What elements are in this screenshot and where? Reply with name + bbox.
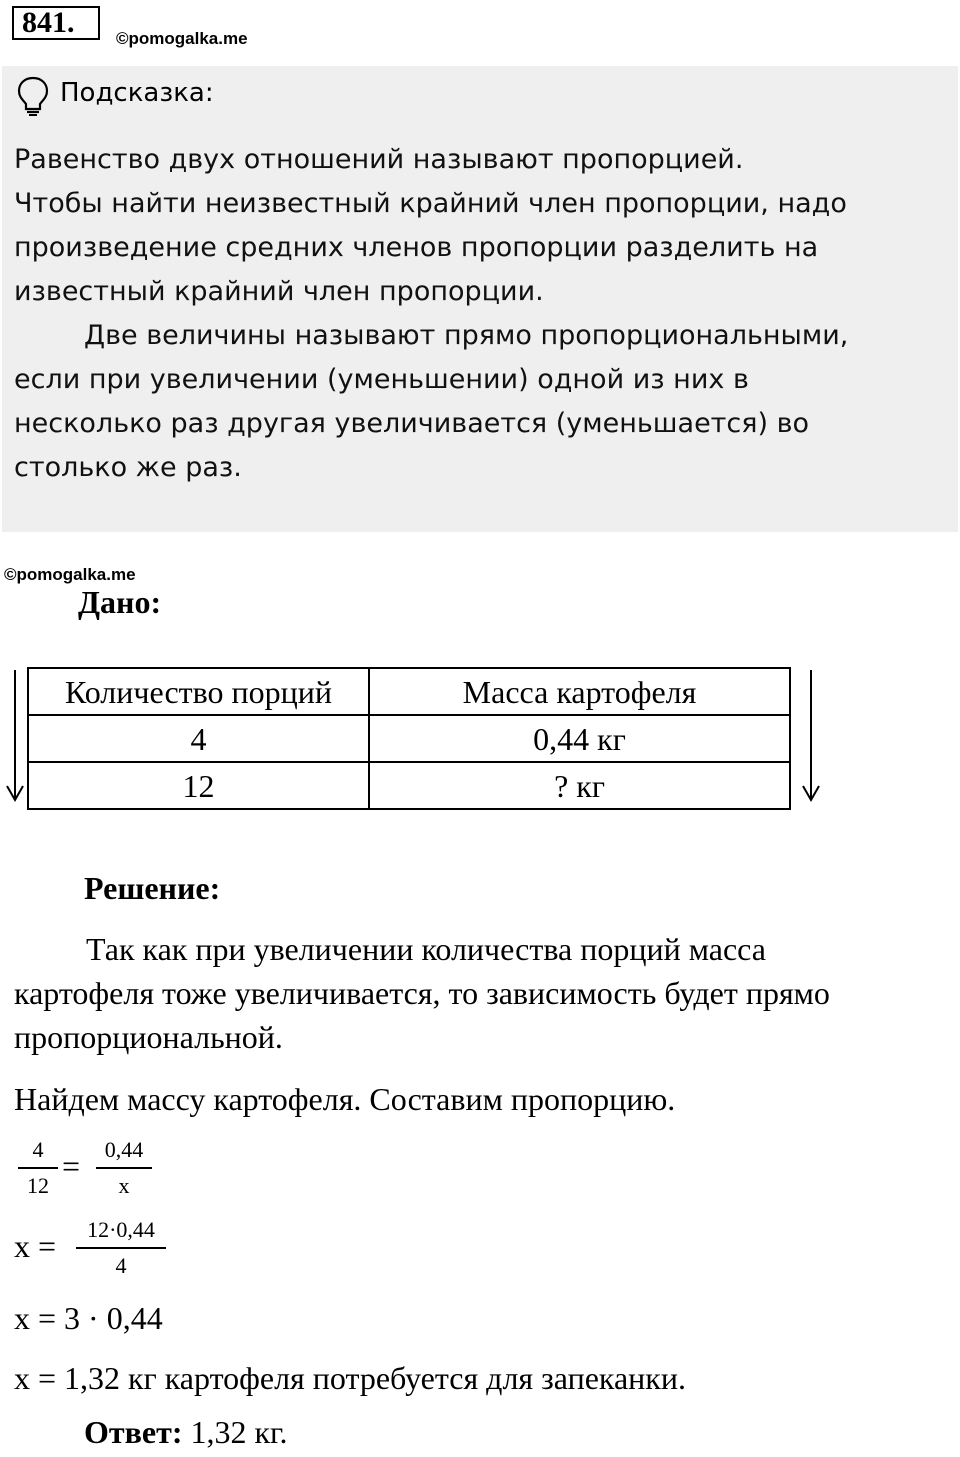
- hint-line: Чтобы найти неизвестный крайний член пропорции, надо: [14, 188, 847, 219]
- solution-line: пропорциональной.: [14, 1019, 283, 1055]
- hint-line: Равенство двух отношений называют пропорцией.: [14, 144, 744, 175]
- numerator: 4: [32, 1137, 44, 1162]
- fraction: [76, 1216, 166, 1280]
- watermark: ©pomogalka.me: [116, 29, 248, 48]
- given-table: [27, 667, 791, 810]
- watermark: ©pomogalka.me: [4, 565, 136, 584]
- numerator: 12·0,44: [87, 1217, 155, 1242]
- table-row: [28, 715, 790, 762]
- table-row: [28, 668, 790, 715]
- answer-value: 1,32 кг.: [182, 1414, 288, 1450]
- solution-line: картофеля тоже увеличивается, то зависимость будет прямо: [14, 975, 830, 1011]
- denominator: x: [118, 1173, 130, 1198]
- equation-line: x = 3 · 0,44: [14, 1300, 163, 1336]
- table-header-cell: Количество порций: [28, 668, 369, 715]
- table-header-cell: Масса картофеля: [369, 668, 790, 715]
- table-cell: ? кг: [369, 762, 790, 809]
- table-cell: 12: [28, 762, 369, 809]
- numerator: 0,44: [104, 1137, 144, 1162]
- task-number: 841.: [12, 6, 100, 40]
- fraction: [96, 1136, 152, 1200]
- hint-line: несколько раз другая увеличивается (уменьшается) во: [14, 408, 810, 439]
- solution-line: Найдем массу картофеля. Составим пропорцию.: [14, 1081, 676, 1117]
- hint-title: Подсказка:: [60, 78, 214, 108]
- equation-line: x = 1,32 кг картофеля потребуется для запеканки.: [14, 1360, 686, 1396]
- table-cell: 4: [28, 715, 369, 762]
- hint-line: известный крайний член пропорции.: [14, 276, 544, 307]
- arrow-down-icon: [800, 668, 822, 804]
- arrow-down-icon: [4, 668, 26, 804]
- hint-line: Две величины называют прямо пропорциональными,: [84, 320, 849, 351]
- table-cell: 0,44 кг: [369, 715, 790, 762]
- table-row: [28, 762, 790, 809]
- hint-line: если при увеличении (уменьшении) одной из них в: [14, 364, 749, 395]
- solution-title: Решение:: [84, 870, 221, 906]
- hint-line: произведение средних членов пропорции разделить на: [14, 232, 819, 263]
- fraction: [18, 1136, 58, 1200]
- answer-label: Ответ:: [84, 1414, 183, 1450]
- given-title: Дано:: [78, 584, 162, 620]
- answer-line: [84, 1414, 288, 1451]
- solution-line: Так как при увеличении количества порций масса: [86, 931, 766, 967]
- denominator: 4: [115, 1253, 127, 1278]
- denominator: 12: [27, 1173, 49, 1198]
- equals-sign: =: [62, 1148, 81, 1184]
- lightbulb-icon: [16, 76, 50, 116]
- hint-line: столько же раз.: [14, 452, 242, 483]
- equation-lhs: x =: [14, 1228, 57, 1264]
